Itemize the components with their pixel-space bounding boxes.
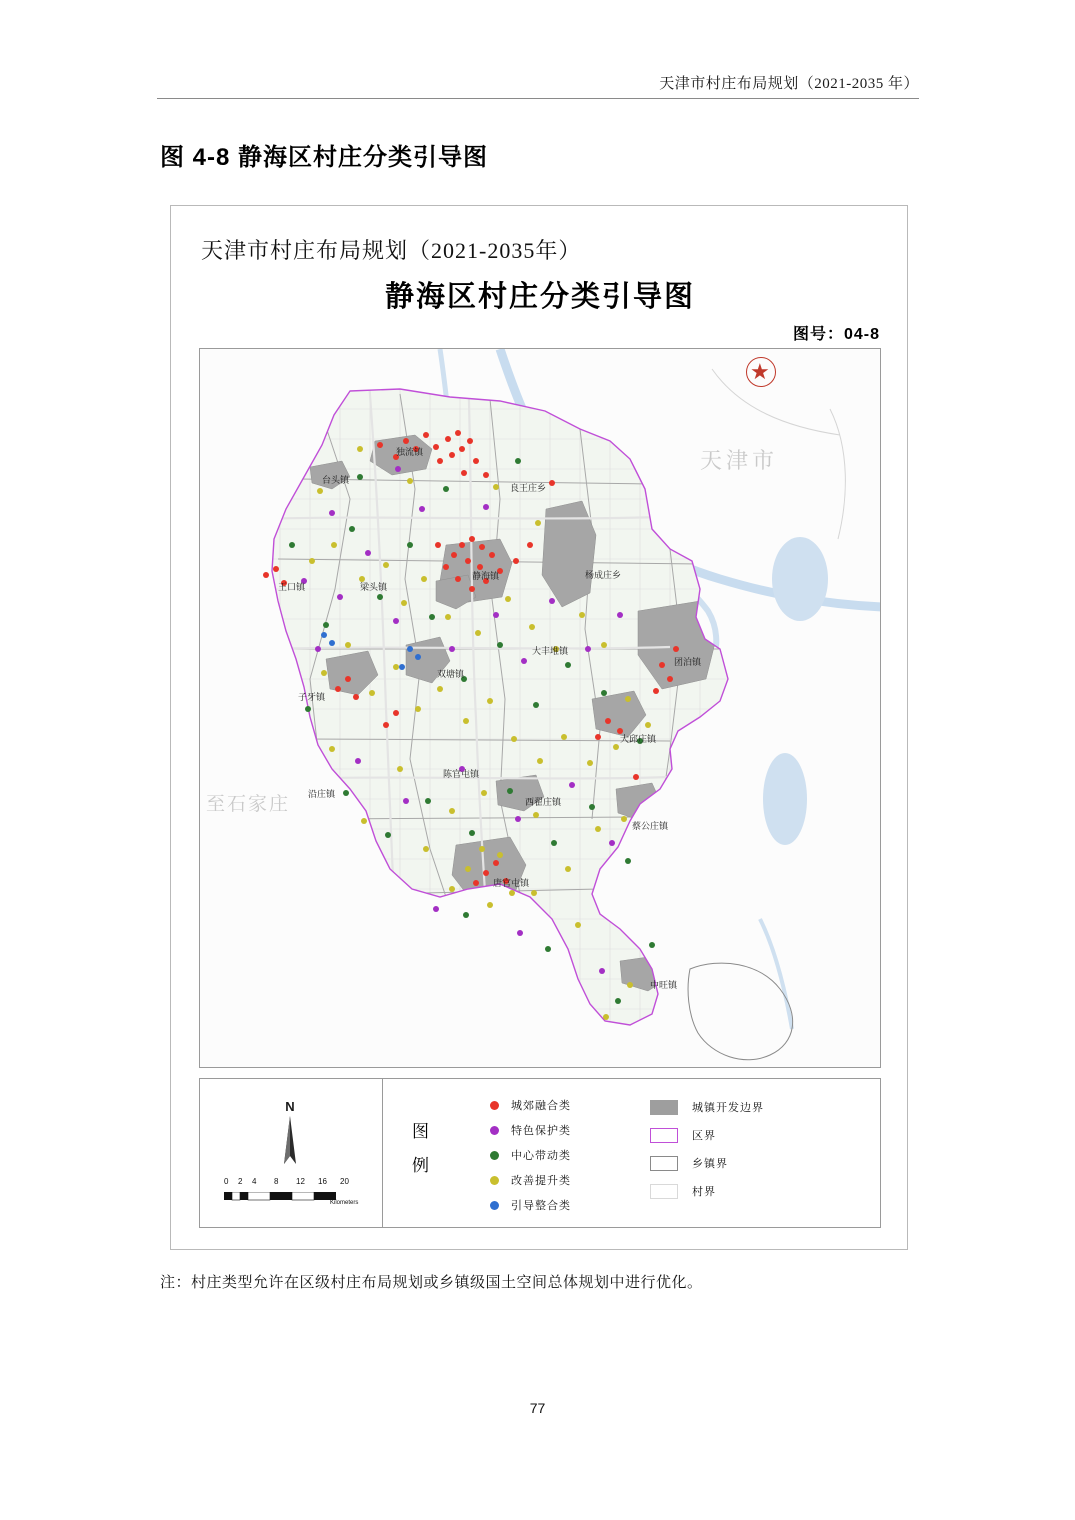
figure-title: 图 4-8 静海区村庄分类引导图 [160,144,489,171]
legend-item [490,1118,660,1142]
place-label: 唐官屯镇 [493,878,530,888]
capital-star-icon: ★ [750,359,770,384]
place-label: 杨成庄乡 [585,570,622,580]
legend-swatch-township-boundary [650,1156,678,1171]
north-arrow [270,1099,310,1177]
place-label: 沿庄镇 [308,789,336,799]
scale-tick-labels [224,1177,360,1188]
legend-item [650,1121,850,1149]
scale-tick: 4 [252,1177,257,1186]
place-label: 静海镇 [472,571,500,581]
legend-dot-icon [490,1101,499,1110]
place-label: 西翟庄镇 [525,797,562,807]
place-label: 中旺镇 [650,980,678,990]
legend-item-label: 村界 [692,1186,716,1198]
scale-tick: 16 [318,1177,327,1186]
legend-item-label: 乡镇界 [692,1158,728,1170]
scale-tick: 2 [238,1177,243,1186]
map-graphic [200,349,881,1068]
scale-tick: 12 [296,1177,305,1186]
legend-divider [382,1079,383,1227]
place-label: 双塘镇 [437,669,465,679]
legend-item-label: 城镇开发边界 [692,1102,764,1114]
legend-title: 图 例 [412,1122,431,1175]
header-divider [157,98,919,99]
map-figure-frame [170,205,908,1250]
legend-item [650,1149,850,1177]
place-label: 独流镇 [396,447,424,457]
legend-dot-icon [490,1201,499,1210]
map-subtitle: 天津市村庄布局规划（2021-2035年） [201,238,582,263]
page-number: 77 [529,1400,546,1416]
legend-item-label: 特色保护类 [511,1125,571,1137]
place-label: 大邱庄镇 [620,734,657,744]
map-number-value: 04-8 [843,326,880,343]
legend-item [490,1193,660,1217]
place-label: 陈官屯镇 [443,769,480,779]
document-header: 天津市村庄布局规划（2021-2035 年） [659,76,919,92]
legend-item-label: 区界 [692,1130,716,1142]
place-label: 子牙镇 [298,692,326,702]
legend-item-label: 改善提升类 [511,1175,571,1187]
map-title: 静海区村庄分类引导图 [384,281,695,313]
scale-tick: 0 [224,1177,229,1186]
scale-unit-label: Kilometers [330,1200,359,1206]
legend-dot-icon [490,1126,499,1135]
legend-item-label: 中心带动类 [511,1150,571,1162]
place-label: 梁头镇 [360,582,388,592]
figure-note: 注：村庄类型允许在区级村庄布局规划或乡镇级国土空间总体规划中进行优化。 [160,1275,703,1291]
place-label: 良王庄乡 [510,483,547,493]
map-number-label: 图号： [792,326,844,343]
legend-item-label: 引导整合类 [511,1200,571,1212]
place-label: 台头镇 [322,475,350,485]
legend-item [490,1093,660,1117]
compass-needle-icon [270,1114,310,1172]
legend-item [650,1093,850,1121]
map-canvas[interactable] [199,348,881,1068]
map-number [793,321,880,344]
legend-swatch-village-boundary [650,1184,678,1199]
watermark-shijiazhuang: 至石家庄 [206,794,291,815]
map-legend [199,1078,881,1228]
scale-tick: 20 [340,1177,349,1186]
north-label: N [285,1099,295,1114]
place-label: 蔡公庄镇 [632,821,669,831]
legend-item [650,1177,850,1205]
place-label: 王口镇 [278,582,306,592]
legend-dot-icon [490,1176,499,1185]
legend-item [490,1143,660,1167]
place-label: 团泊镇 [674,657,702,667]
legend-dot-icon [490,1151,499,1160]
legend-swatch-urban-boundary [650,1100,678,1115]
scale-tick: 8 [274,1177,279,1186]
place-label: 大丰堆镇 [532,646,569,656]
legend-item-label: 城郊融合类 [511,1100,571,1112]
legend-point-types [490,1093,660,1218]
scale-bar [224,1177,360,1206]
legend-area-types [650,1093,850,1205]
watermark-tianjin: 天津市 [700,448,779,473]
legend-item [490,1168,660,1192]
legend-swatch-district-boundary [650,1128,678,1143]
